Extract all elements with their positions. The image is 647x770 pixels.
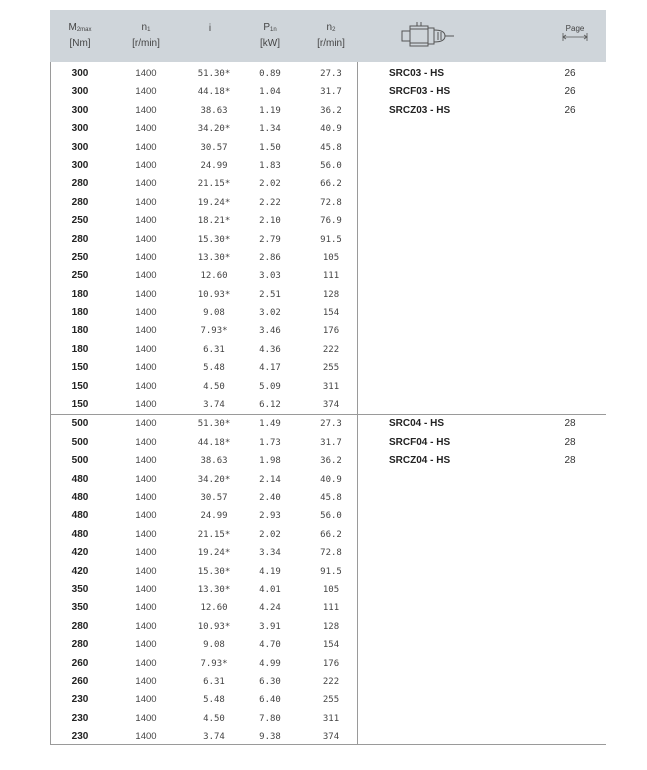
table-row [50,267,606,285]
model-row [50,434,606,452]
power-cell: 2.86 [259,252,281,263]
ratio-cell: 12.60 [200,271,228,282]
m2max-cell: 280 [71,178,89,190]
table-row [50,304,606,322]
header-p1n-unit: [kW] [260,38,280,49]
table-row [50,471,606,489]
n1-cell: 1400 [135,602,157,614]
model-page: 28 [564,418,576,430]
header-p1n [250,10,290,62]
m2max-cell: 230 [71,712,89,724]
ratio-cell: 10.93* [197,289,231,300]
header-n1-unit: [r/min] [132,38,160,49]
n2-cell: 111 [322,603,340,614]
table-row [50,322,606,340]
ratio-cell: 19.24* [197,197,231,208]
ratio-cell: 21.15* [197,529,231,540]
m2max-cell: 300 [71,104,89,116]
m2max-cell: 150 [71,380,89,392]
ratio-cell: 6.31 [203,676,225,687]
n2-cell: 66.2 [320,529,342,540]
power-cell: 1.73 [259,437,281,448]
header-n1-sub: 1 [147,27,151,33]
gearmotor-icon [400,20,458,52]
n1-cell: 1400 [135,675,157,687]
n1-cell: 1400 [135,343,157,355]
n2-cell: 111 [322,271,340,282]
n1-cell: 1400 [135,547,157,559]
group-03 [50,65,606,414]
m2max-cell: 300 [71,68,89,79]
power-cell: 4.99 [259,658,281,669]
n1-cell: 1400 [135,436,157,448]
header-n1 [124,10,168,62]
n1-cell: 1400 [135,380,157,392]
power-cell: 3.02 [259,308,281,319]
n2-cell: 176 [322,658,340,669]
table-row [50,157,606,175]
power-cell: 3.34 [259,548,281,559]
table-row [50,212,606,230]
n2-cell: 27.3 [320,419,342,430]
m2max-cell: 480 [71,528,89,540]
table-row [50,396,606,414]
m2max-cell: 300 [71,159,89,171]
table-row [50,728,606,746]
n1-cell: 1400 [135,362,157,374]
n1-cell: 1400 [135,196,157,208]
n2-cell: 91.5 [320,234,342,245]
power-cell: 4.19 [259,566,281,577]
n1-cell: 1400 [135,528,157,540]
n1-cell: 1400 [135,620,157,632]
n2-cell: 91.5 [320,566,342,577]
n2-cell: 222 [322,344,340,355]
ratio-cell: 15.30* [197,234,231,245]
n2-cell: 128 [322,621,340,632]
table-row [50,636,606,654]
n2-cell: 72.8 [320,548,342,559]
page-column-header [558,24,592,43]
m2max-cell: 480 [71,491,89,503]
ratio-cell: 51.30* [197,69,231,79]
m2max-cell: 260 [71,657,89,669]
ratio-cell: 34.20* [197,124,231,135]
n2-cell: 56.0 [320,160,342,171]
m2max-cell: 480 [71,473,89,485]
power-cell: 6.40 [259,695,281,706]
n1-cell: 1400 [135,233,157,245]
model-name: SRC04 - HS [389,418,445,430]
page-arrow-icon [562,33,588,41]
performance-table [50,10,606,745]
n2-cell: 31.7 [320,87,342,98]
n2-cell: 72.8 [320,197,342,208]
n1-cell: 1400 [135,270,157,282]
n2-cell: 128 [322,289,340,300]
table-row [50,563,606,581]
model-page: 26 [564,104,576,116]
power-cell: 4.70 [259,640,281,651]
model-page: 26 [564,68,576,79]
m2max-cell: 480 [71,510,89,522]
n2-cell: 374 [322,400,340,411]
header-n1-label: n [141,22,148,33]
n1-cell: 1400 [135,712,157,724]
ratio-cell: 21.15* [197,179,231,190]
m2max-cell: 180 [71,307,89,319]
n2-cell: 154 [322,640,340,651]
n1-cell: 1400 [135,141,157,153]
power-cell: 2.02 [259,179,281,190]
n2-cell: 255 [322,695,340,706]
ratio-cell: 30.57 [200,142,228,153]
ratio-cell: 38.63 [200,105,228,116]
model-row [50,102,606,120]
power-cell: 4.36 [259,344,281,355]
m2max-cell: 230 [71,731,89,743]
n1-cell: 1400 [135,491,157,503]
n1-cell: 1400 [135,473,157,485]
power-cell: 1.04 [259,87,281,98]
n1-cell: 1400 [135,251,157,263]
n2-cell: 222 [322,676,340,687]
n1-cell: 1400 [135,215,157,227]
ratio-cell: 34.20* [197,474,231,485]
m2max-cell: 500 [71,455,89,467]
n2-cell: 36.2 [320,456,342,467]
n1-cell: 1400 [135,583,157,595]
n2-cell: 374 [322,732,340,743]
group-03-models [50,65,606,120]
power-cell: 6.12 [259,400,281,411]
model-row [50,452,606,470]
n1-cell: 1400 [135,159,157,171]
ratio-cell: 18.21* [197,216,231,227]
m2max-cell: 180 [71,325,89,337]
header-n2-unit: [r/min] [317,38,345,49]
table-row [50,175,606,193]
model-row [50,65,606,83]
power-cell: 2.22 [259,197,281,208]
power-cell: 3.91 [259,621,281,632]
power-cell: 1.19 [259,105,281,116]
power-cell: 1.98 [259,456,281,467]
m2max-cell: 180 [71,343,89,355]
n2-cell: 76.9 [320,216,342,227]
n1-cell: 1400 [135,731,157,743]
n1-cell: 1400 [135,86,157,98]
table-row [50,489,606,507]
power-cell: 3.46 [259,326,281,337]
n2-cell: 105 [322,252,340,263]
m2max-cell: 420 [71,547,89,559]
model-page: 28 [564,455,576,467]
page-label: Page [565,24,585,33]
n1-cell: 1400 [135,418,157,430]
ratio-cell: 12.60 [200,603,228,614]
ratio-cell: 19.24* [197,548,231,559]
ratio-cell: 10.93* [197,621,231,632]
header-p1n-sub: 1n [269,27,277,33]
model-name: SRCZ03 - HS [389,104,451,116]
table-row [50,507,606,525]
n1-cell: 1400 [135,455,157,467]
ratio-cell: 44.18* [197,87,231,98]
table-row [50,618,606,636]
model-name: SRCF04 - HS [389,436,451,448]
m2max-cell: 180 [71,288,89,300]
n1-cell: 1400 [135,510,157,522]
table-row [50,139,606,157]
m2max-cell: 250 [71,270,89,282]
m2max-cell: 280 [71,233,89,245]
model-page: 28 [564,436,576,448]
power-cell: 3.03 [259,271,281,282]
table-row [50,286,606,304]
ratio-cell: 15.30* [197,566,231,577]
table-row [50,599,606,617]
m2max-cell: 150 [71,399,89,411]
power-cell: 4.24 [259,603,281,614]
n1-cell: 1400 [135,657,157,669]
ratio-cell: 24.99 [200,511,228,522]
ratio-cell: 51.30* [197,419,231,430]
power-cell: 2.02 [259,529,281,540]
model-row [50,415,606,433]
header-m2max [56,10,104,62]
power-cell: 1.49 [259,419,281,430]
n2-cell: 45.8 [320,142,342,153]
m2max-cell: 250 [71,215,89,227]
power-cell: 1.83 [259,160,281,171]
table-row [50,120,606,138]
power-cell: 2.14 [259,474,281,485]
m2max-cell: 230 [71,694,89,706]
header-m2max-sub: 2max [76,27,92,33]
ratio-cell: 5.48 [203,695,225,706]
ratio-cell: 30.57 [200,492,228,503]
power-cell: 2.10 [259,216,281,227]
n2-cell: 311 [322,713,340,724]
ratio-cell: 13.30* [197,252,231,263]
n2-cell: 40.9 [320,474,342,485]
m2max-cell: 300 [71,141,89,153]
n1-cell: 1400 [135,565,157,577]
table-row [50,691,606,709]
header-m2max-label: M [68,22,77,33]
m2max-cell: 150 [71,362,89,374]
n2-cell: 56.0 [320,511,342,522]
header-n2-label: n [326,22,333,33]
n2-cell: 66.2 [320,179,342,190]
table-header [50,10,606,62]
table-row [50,655,606,673]
table-row [50,544,606,562]
m2max-cell: 250 [71,251,89,263]
power-cell: 1.50 [259,142,281,153]
n2-cell: 31.7 [320,437,342,448]
table-row [50,710,606,728]
power-cell: 2.40 [259,492,281,503]
model-name: SRCF03 - HS [389,86,451,98]
power-cell: 2.93 [259,511,281,522]
table-row [50,341,606,359]
n2-cell: 36.2 [320,105,342,116]
m2max-cell: 300 [71,123,89,135]
header-p1n-label: P [263,22,270,33]
ratio-cell: 5.48 [203,363,225,374]
m2max-cell: 500 [71,418,89,430]
n1-cell: 1400 [135,639,157,651]
table-row [50,249,606,267]
m2max-cell: 280 [71,639,89,651]
m2max-cell: 350 [71,602,89,614]
m2max-cell: 300 [71,86,89,98]
table-row [50,581,606,599]
table-row [50,359,606,377]
ratio-cell: 3.74 [203,732,225,743]
header-i [190,10,230,62]
header-n2 [309,10,353,62]
ratio-cell: 3.74 [203,400,225,411]
group-04 [50,414,606,746]
n2-cell: 105 [322,584,340,595]
n2-cell: 40.9 [320,124,342,135]
power-cell: 0.89 [259,69,281,79]
n2-cell: 27.3 [320,69,342,79]
ratio-cell: 7.93* [200,326,228,337]
header-i-label: i [208,23,212,34]
ratio-cell: 24.99 [200,160,228,171]
table-row [50,526,606,544]
n1-cell: 1400 [135,325,157,337]
m2max-cell: 500 [71,436,89,448]
ratio-cell: 44.18* [197,437,231,448]
power-cell: 2.79 [259,234,281,245]
m2max-cell: 420 [71,565,89,577]
model-page: 26 [564,86,576,98]
table-row [50,231,606,249]
ratio-cell: 7.93* [200,658,228,669]
m2max-cell: 350 [71,583,89,595]
table-body [50,65,606,746]
n2-cell: 45.8 [320,492,342,503]
n1-cell: 1400 [135,307,157,319]
ratio-cell: 9.08 [203,308,225,319]
m2max-cell: 260 [71,675,89,687]
n2-cell: 255 [322,363,340,374]
ratio-cell: 4.50 [203,713,225,724]
n1-cell: 1400 [135,104,157,116]
n1-cell: 1400 [135,123,157,135]
m2max-cell: 280 [71,620,89,632]
n1-cell: 1400 [135,178,157,190]
header-m2max-unit: [Nm] [69,38,91,49]
power-cell: 2.51 [259,289,281,300]
header-n2-sub: 2 [332,27,336,33]
ratio-cell: 9.08 [203,640,225,651]
model-name: SRCZ04 - HS [389,455,451,467]
power-cell: 4.01 [259,584,281,595]
n2-cell: 311 [322,381,340,392]
power-cell: 4.17 [259,363,281,374]
ratio-cell: 6.31 [203,344,225,355]
n2-cell: 176 [322,326,340,337]
table-row [50,378,606,396]
power-cell: 7.80 [259,713,281,724]
power-cell: 1.34 [259,124,281,135]
ratio-cell: 4.50 [203,381,225,392]
power-cell: 6.30 [259,676,281,687]
n2-cell: 154 [322,308,340,319]
ratio-cell: 13.30* [197,584,231,595]
n1-cell: 1400 [135,399,157,411]
n1-cell: 1400 [135,288,157,300]
power-cell: 9.38 [259,732,281,743]
model-row [50,83,606,101]
group-04-models [50,415,606,470]
table-row [50,673,606,691]
model-name: SRC03 - HS [389,68,445,79]
m2max-cell: 280 [71,196,89,208]
n1-cell: 1400 [135,694,157,706]
table-row [50,194,606,212]
n1-cell: 1400 [135,68,157,79]
power-cell: 5.09 [259,381,281,392]
ratio-cell: 38.63 [200,456,228,467]
